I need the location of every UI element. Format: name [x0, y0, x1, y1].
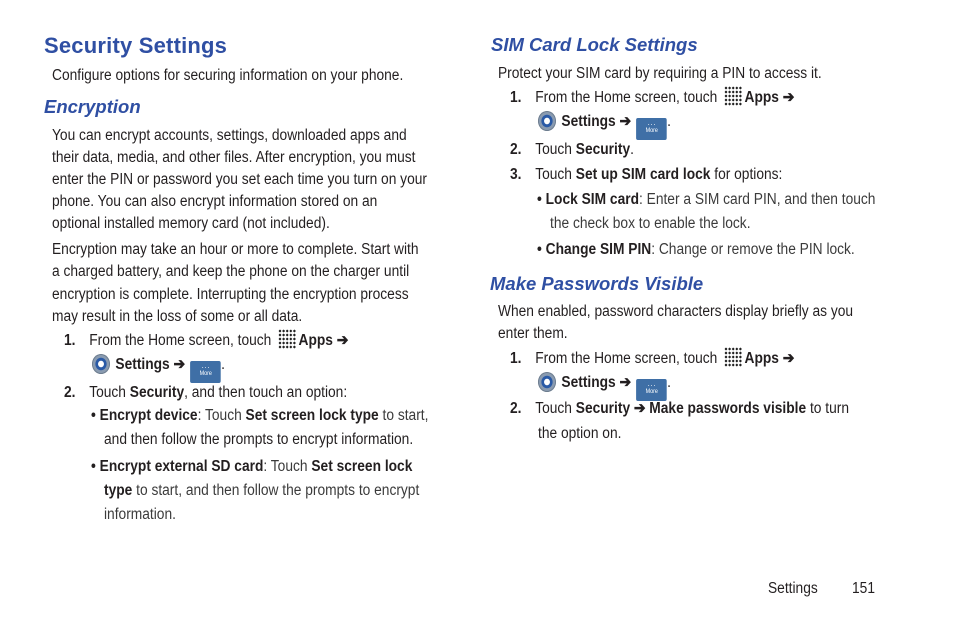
more-label: More	[645, 128, 658, 134]
option-text: : Touch	[263, 458, 312, 475]
step-text: From the Home screen, touch	[535, 350, 718, 367]
step-number: 2.	[64, 384, 76, 401]
step-text: for options:	[710, 166, 783, 183]
sim-step-1-cont	[538, 110, 671, 140]
step-number: 2.	[510, 400, 522, 417]
step-text: Touch	[89, 384, 130, 401]
step-text: to turn	[806, 400, 850, 417]
passwords-intro-line: When enabled, password characters display briefly as you	[498, 303, 854, 320]
option-action: type	[104, 482, 133, 499]
lock-sim-bullet	[537, 188, 875, 212]
encryption-para1-line: enter the PIN or password you set each time you turn on your	[52, 171, 427, 188]
apps-label: Apps ➔	[298, 332, 349, 349]
encryption-step-1	[64, 329, 348, 353]
step-text: , and then touch an option:	[184, 384, 348, 401]
option-text: : Change or remove the PIN lock.	[651, 241, 855, 258]
settings-gear-icon	[538, 111, 556, 131]
settings-gear-icon	[538, 372, 556, 392]
encryption-para2-line: encryption is complete. Interrupting the encryption process	[52, 286, 409, 303]
step-number: 2.	[510, 141, 522, 158]
settings-label: Settings ➔	[561, 113, 632, 130]
option-action: Set screen lock type	[245, 407, 379, 424]
step-text: From the Home screen, touch	[89, 332, 272, 349]
encryption-para1-line: phone. You can also encrypt information stored on an	[52, 193, 378, 210]
security-label: Security	[575, 141, 631, 158]
bullet-mark: •	[537, 191, 546, 208]
step-number: 1.	[510, 89, 522, 106]
apps-label: Apps ➔	[744, 89, 795, 106]
apps-grid-icon	[724, 347, 742, 367]
passwords-heading: Make Passwords Visible	[490, 273, 704, 294]
step-number: 3.	[510, 166, 522, 183]
step-number: 1.	[64, 332, 76, 349]
bullet-mark: •	[91, 407, 100, 424]
option-text: to start,	[378, 407, 429, 424]
encrypt-sd-bullet	[91, 455, 412, 479]
encryption-para1-line: You can encrypt accounts, settings, downloaded apps and	[52, 127, 407, 144]
apps-label: Apps ➔	[744, 350, 795, 367]
passwords-step-2	[510, 397, 849, 421]
sim-lock-heading: SIM Card Lock Settings	[491, 34, 698, 55]
option-name: Encrypt device	[99, 407, 198, 424]
encryption-para1-line: optional installed memory card (not included).	[52, 215, 330, 232]
encrypt-sd-bullet-cont	[104, 479, 419, 503]
more-label: More	[199, 371, 212, 377]
page-number: 151	[852, 580, 875, 597]
step-end: .	[667, 374, 671, 391]
encrypt-device-bullet	[91, 404, 428, 428]
option-text: : Enter a SIM card PIN, and then touch	[638, 191, 876, 208]
settings-gear-icon	[92, 354, 110, 374]
change-pin-bullet	[537, 238, 855, 262]
encrypt-sd-bullet-cont: information.	[104, 506, 176, 523]
sim-intro: Protect your SIM card by requiring a PIN to access it.	[498, 65, 822, 82]
passwords-step-1	[510, 347, 794, 371]
more-button-icon: ··· More	[636, 118, 667, 140]
passwords-intro-line: enter them.	[498, 325, 568, 342]
step-number: 1.	[510, 350, 522, 367]
encryption-para2-line: a charged battery, and keep the phone on the charger until	[52, 263, 410, 280]
security-intro: Configure options for securing information on your phone.	[52, 67, 404, 84]
bullet-mark: •	[91, 458, 100, 475]
option-action: Set screen lock	[311, 458, 413, 475]
step-text: Touch	[535, 141, 576, 158]
passwords-step-2-cont: the option on.	[538, 425, 622, 442]
step-text: Touch	[535, 166, 576, 183]
sim-step-2	[510, 138, 634, 162]
encryption-para1-line: their data, media, and other files. After encryption, you must	[52, 149, 416, 166]
option-text: to start, and then follow the prompts to encrypt	[132, 482, 420, 499]
encryption-para2-line: may result in the loss of some or all data.	[52, 308, 303, 325]
lock-sim-bullet-cont: the check box to enable the lock.	[550, 215, 751, 232]
step-end: .	[667, 113, 671, 130]
step-text: Touch	[535, 400, 576, 417]
sim-step-3	[510, 163, 782, 187]
apps-grid-icon	[278, 329, 296, 349]
step-end: .	[221, 356, 225, 373]
more-label: More	[645, 389, 658, 395]
security-path-label: Security ➔ Make passwords visible	[575, 400, 807, 417]
more-button-icon: ··· More	[636, 379, 667, 401]
encryption-heading: Encryption	[44, 96, 141, 117]
apps-grid-icon	[724, 86, 742, 106]
bullet-mark: •	[537, 241, 546, 258]
encryption-para2-line: Encryption may take an hour or more to complete. Start with	[52, 241, 419, 258]
option-name: Lock SIM card	[545, 191, 639, 208]
page-title: Security Settings	[44, 33, 228, 58]
option-text: : Touch	[197, 407, 246, 424]
encryption-step-1-cont	[92, 353, 225, 383]
encryption-step-2	[64, 381, 347, 405]
step-text: .	[630, 141, 634, 158]
security-label: Security	[129, 384, 185, 401]
sim-lock-label: Set up SIM card lock	[575, 166, 711, 183]
footer-section: Settings	[768, 580, 818, 597]
option-name: Change SIM PIN	[545, 241, 652, 258]
more-button-icon: ··· More	[190, 361, 221, 383]
step-text: From the Home screen, touch	[535, 89, 718, 106]
sim-step-1	[510, 86, 794, 110]
settings-label: Settings ➔	[115, 356, 186, 373]
settings-label: Settings ➔	[561, 374, 632, 391]
option-name: Encrypt external SD card	[99, 458, 264, 475]
encrypt-device-bullet-cont: and then follow the prompts to encrypt information.	[104, 431, 414, 448]
